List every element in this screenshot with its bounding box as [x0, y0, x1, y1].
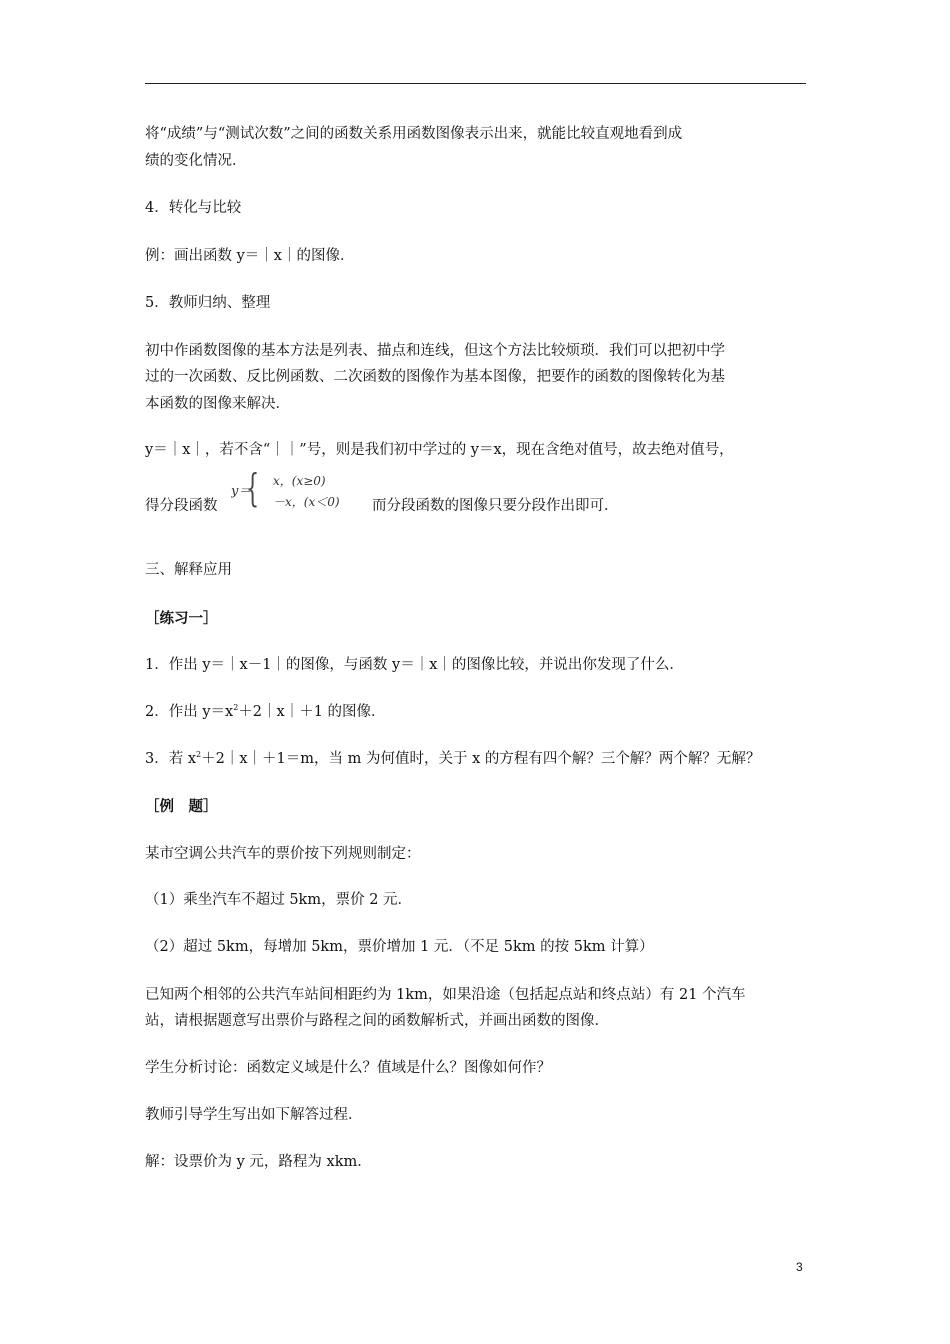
practice-title: ［练习一］ [145, 610, 218, 627]
paragraph-line: 本函数的图像来解决． [145, 396, 290, 412]
exercise-2-pre: 2．作出 y＝x [145, 704, 234, 720]
exercise-3-pre: 3．若 x [145, 751, 197, 767]
discussion-line: 学生分析讨论：函数定义域是什么？值域是什么？图像如何作？ [145, 1060, 551, 1076]
superscript: 2 [233, 703, 239, 713]
paragraph-line: 初中作函数图像的基本方法是列表、描点和连线，但这个方法比较烦琐．我们可以把初中学 [145, 343, 725, 359]
section-heading-4: 4．转化与比较 [145, 200, 242, 216]
piecewise-outro: 而分段函数的图像只要分段作出即可． [372, 498, 619, 514]
header-rule [145, 83, 806, 84]
formula-brace: { [245, 468, 260, 511]
formula-case-1: x，(x≥0) [273, 474, 326, 488]
rule-2: （2）超过 5km，每增加 5km，票价增加 1 元．（不足 5km 的按 5km 计算） [145, 939, 654, 955]
section-heading-3: 三、解释应用 [145, 562, 232, 578]
rule-1: （1）乘坐汽车不超过 5km，票价 2 元． [145, 892, 413, 908]
paragraph-line: 过的一次函数、反比例函数、二次函数的图像作为基本图像，把要作的函数的图像转化为基 [145, 369, 725, 385]
formula-lhs: y＝ [231, 484, 252, 499]
paragraph-line: 将“成绩”与“测试次数”之间的函数关系用函数图像表示出来，就能比较直观地看到成 [145, 126, 683, 142]
example-line: 例：画出函数 y＝｜x｜的图像． [145, 248, 355, 264]
exercise-1: 1．作出 y＝｜x－1｜的图像，与函数 y＝｜x｜的图像比较，并说出你发现了什么． [145, 657, 684, 673]
exercise-3 [145, 746, 807, 773]
example-title: ［例 题］ [145, 798, 218, 815]
exercise-2 [145, 699, 807, 726]
paragraph-line: 绩的变化情况． [145, 153, 247, 169]
piecewise-formula [231, 468, 371, 512]
superscript: 2 [196, 750, 202, 760]
paragraph-line: 站，请根据题意写出票价与路程之间的函数解析式，并画出函数的图像． [145, 1013, 609, 1029]
piecewise-intro: 得分段函数 [145, 498, 218, 514]
formula-case-2: －x，(x＜0) [273, 495, 340, 509]
paragraph-line: 已知两个相邻的公共汽车站间相距约为 1km，如果沿途（包括起点站和终点站）有 21 个汽车 [145, 987, 746, 1003]
example-intro: 某市空调公共汽车的票价按下列规则制定： [145, 846, 421, 862]
exercise-3-post: ＋2｜x｜＋1＝m，当 m 为何值时，关于 x 的方程有四个解？三个解？两个解？无解？ [201, 751, 761, 767]
guide-line: 教师引导学生写出如下解答过程． [145, 1107, 363, 1123]
page-number: 3 [796, 1260, 803, 1274]
exercise-2-post: ＋2｜x｜＋1 的图像． [238, 704, 386, 720]
section-heading-5: 5．教师归纳、整理 [145, 295, 271, 311]
solution-line: 解：设票价为 y 元，路程为 xkm． [145, 1154, 372, 1170]
paragraph-line: y＝｜x｜，若不含“｜｜”号，则是我们初中学过的 y＝x，现在含绝对值号，故去绝对值号， [145, 442, 734, 458]
